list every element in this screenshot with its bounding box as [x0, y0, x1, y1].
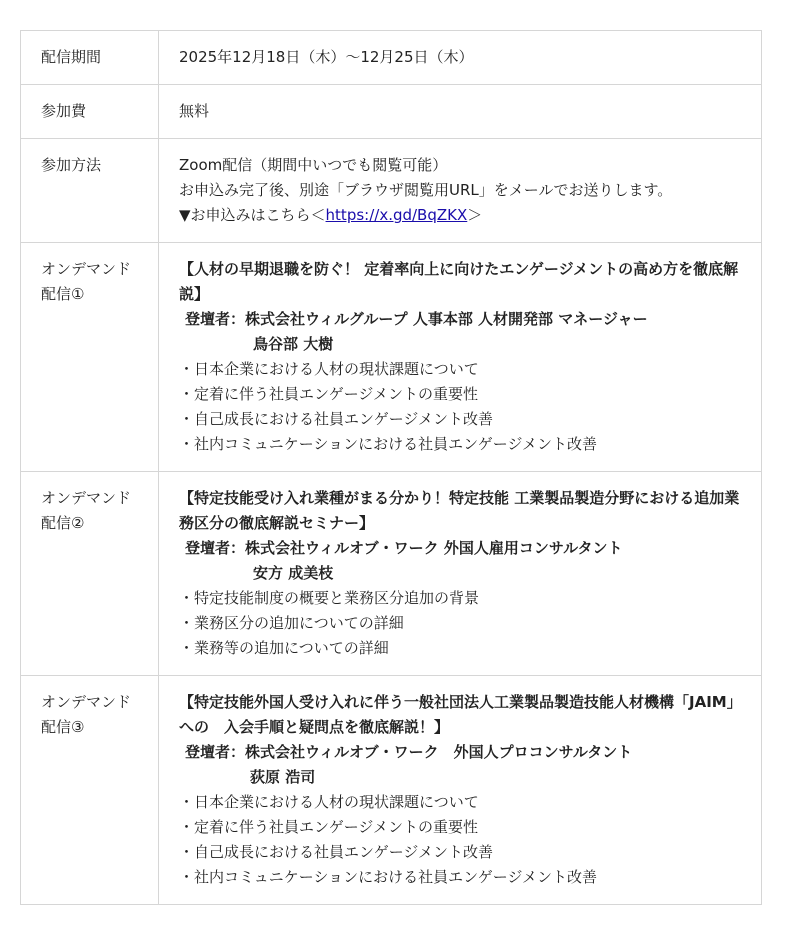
method-line-1: Zoom配信（期間中いつでも閲覧可能） — [179, 156, 448, 174]
list-item: ・定着に伴う社員エンゲージメントの重要性 — [179, 385, 478, 403]
ondemand-1-speaker-name: 鳥谷部 大樹 — [253, 335, 334, 353]
ondemand-3-speaker-name: 荻原 浩司 — [250, 768, 316, 786]
ondemand-3-title: 【特定技能外国人受け入れに伴う一般社団法人工業製品製造技能人材機構「JAIM」への 入会手順と疑問点を徹底解説！】 — [179, 693, 735, 736]
ondemand-1-title: 【人材の早期退職を防ぐ！ 定着率向上に向けたエンゲージメントの高め方を徹底解説】 — [179, 260, 739, 303]
ondemand-1-label-line-1: オンデマンド — [41, 260, 132, 278]
apply-suffix: ＞ — [467, 206, 483, 224]
ondemand-2-label-line-2: 配信② — [41, 514, 85, 532]
apply-link[interactable]: https://x.gd/BqZKX — [325, 206, 468, 224]
ondemand-2-speaker: 登壇者：株式会社ウィルオブ・ワーク 外国人雇用コンサルタント — [185, 539, 623, 557]
fee-label: 参加費 — [21, 85, 159, 139]
ondemand-3-label-line-2: 配信③ — [41, 718, 85, 736]
period-value: 2025年12月18日（木）〜12月25日（木） — [159, 31, 762, 85]
list-item: ・定着に伴う社員エンゲージメントの重要性 — [179, 818, 478, 836]
list-item: ・社内コミュニケーションにおける社員エンゲージメント改善 — [179, 435, 598, 453]
ondemand-3-value — [159, 676, 762, 905]
list-item: ・業務区分の追加についての詳細 — [179, 614, 404, 632]
method-label: 参加方法 — [21, 139, 159, 243]
ondemand-2-title: 【特定技能受け入れ業種がまる分かり！特定技能 工業製品製造分野における追加業務区分の徹底解説セミナー】 — [179, 489, 740, 532]
fee-value: 無料 — [159, 85, 762, 139]
ondemand-3-speaker: 登壇者：株式会社ウィルオブ・ワーク 外国人プロコンサルタント — [185, 743, 633, 761]
ondemand-2-value — [159, 472, 762, 676]
table-row-fee — [21, 85, 762, 139]
ondemand-2-label-line-1: オンデマンド — [41, 489, 132, 507]
ondemand-1-label — [21, 243, 159, 472]
list-item: ・日本企業における人材の現状課題について — [179, 360, 479, 378]
method-value — [159, 139, 762, 243]
seminar-info-table — [20, 30, 762, 905]
table-row-ondemand-2 — [21, 472, 762, 676]
list-item: ・業務等の追加についての詳細 — [179, 639, 389, 657]
method-line-2: お申込み完了後、別途「ブラウザ閲覧用URL」をメールでお送りします。 — [179, 181, 673, 199]
ondemand-3-label — [21, 676, 159, 905]
list-item: ・日本企業における人材の現状課題について — [179, 793, 479, 811]
ondemand-3-label-line-1: オンデマンド — [41, 693, 132, 711]
table-row-ondemand-3 — [21, 676, 762, 905]
list-item: ・社内コミュニケーションにおける社員エンゲージメント改善 — [179, 868, 598, 886]
table-row-method — [21, 139, 762, 243]
table-row-ondemand-1 — [21, 243, 762, 472]
ondemand-2-speaker-name: 安方 成美枝 — [253, 564, 334, 582]
ondemand-2-label — [21, 472, 159, 676]
list-item: ・自己成長における社員エンゲージメント改善 — [179, 843, 493, 861]
ondemand-1-label-line-2: 配信① — [41, 285, 85, 303]
method-line-3 — [179, 203, 749, 228]
ondemand-1-speaker: 登壇者：株式会社ウィルグループ 人事本部 人材開発部 マネージャー — [185, 310, 648, 328]
table-row-period — [21, 31, 762, 85]
list-item: ・特定技能制度の概要と業務区分追加の背景 — [179, 589, 480, 607]
ondemand-1-value — [159, 243, 762, 472]
apply-prefix: ▼お申込みはこちら＜ — [179, 206, 326, 224]
period-label: 配信期間 — [21, 31, 159, 85]
list-item: ・自己成長における社員エンゲージメント改善 — [179, 410, 493, 428]
